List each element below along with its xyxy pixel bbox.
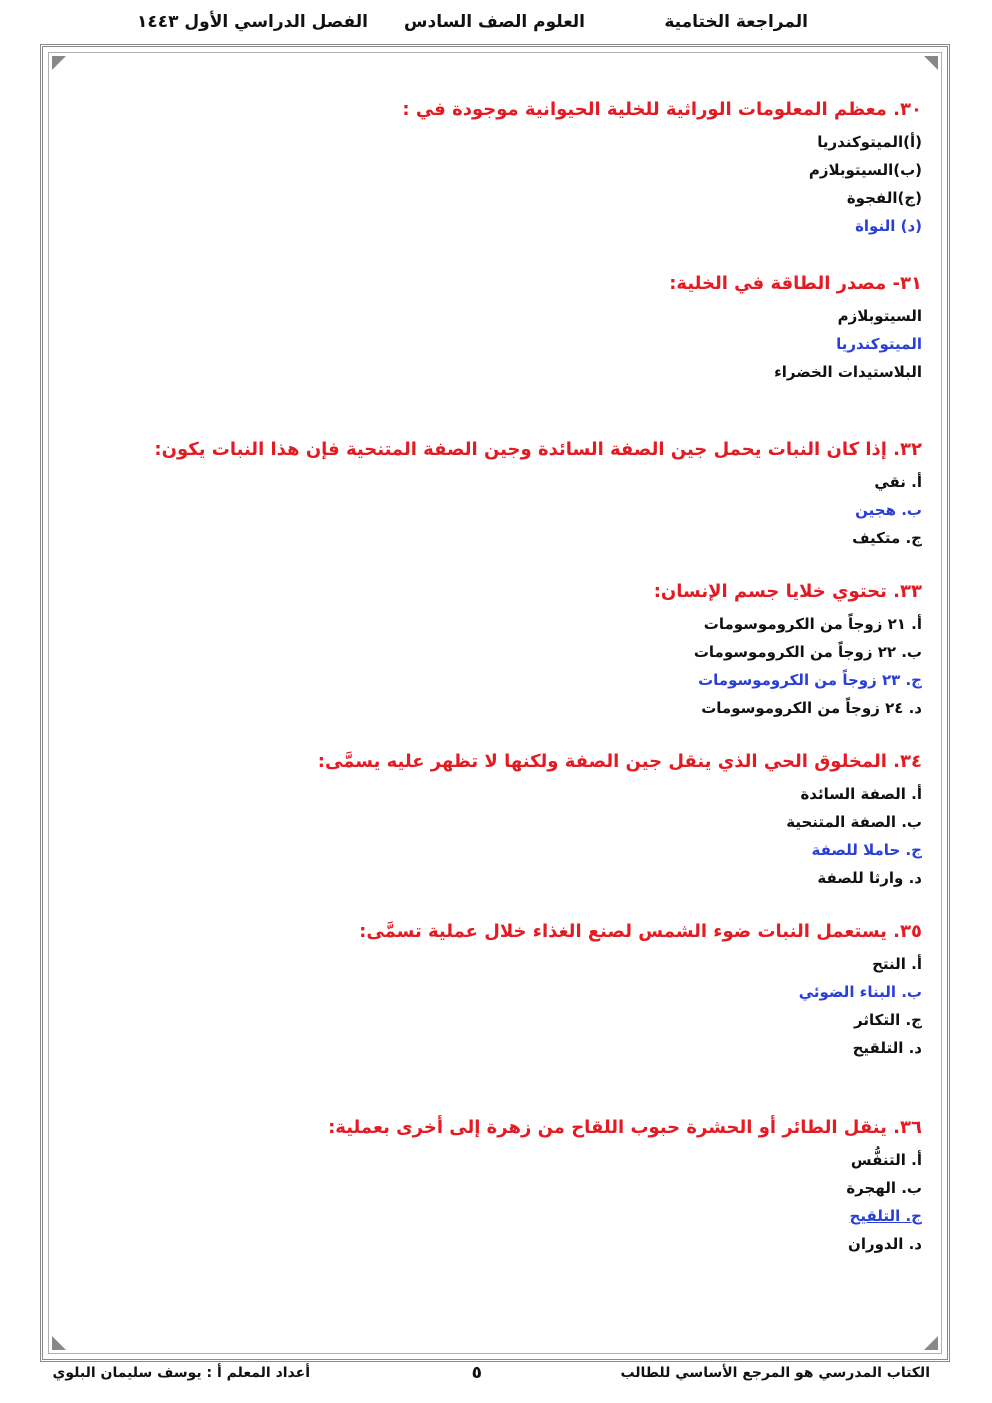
question-35 [70, 918, 922, 1062]
question-31 [70, 270, 922, 386]
option: أ. نقي [874, 473, 922, 491]
questions-list [70, 96, 922, 1258]
question-title: ٣٢. إذا كان النبات يحمل جين الصفة السائدة وجين الصفة المتنحية فإن هذا النبات يكون: [154, 439, 922, 460]
corner-ornament-bottom-right [924, 1336, 938, 1350]
option: (ب)السيتوبلازم [808, 161, 922, 179]
footer-author: أعداد المعلم أ : يوسف سليمان البلوي [52, 1365, 310, 1381]
option: السيتوبلازم [837, 307, 922, 325]
corner-ornament-top-right [924, 56, 938, 70]
option: د. الدوران [848, 1235, 922, 1253]
question-33 [70, 578, 922, 722]
option: د. التلقيح [852, 1039, 922, 1057]
header-subject: العلوم الصف السادس [404, 12, 585, 32]
option: أ. النتح [872, 955, 922, 973]
page-number: ٥ [471, 1363, 482, 1383]
option: البلاستيدات الخضراء [774, 363, 922, 381]
corner-ornament-bottom-left [52, 1336, 66, 1350]
option: ب. الهجرة [846, 1179, 922, 1197]
option-correct: ج. ٢٣ زوجاً من الكروموسومات [698, 671, 922, 689]
page-header [60, 12, 920, 40]
option: (أ)الميتوكندريا [817, 133, 922, 151]
option: (ج)الفجوة [846, 189, 922, 207]
footer-motto: الكتاب المدرسي هو المرجع الأساسي للطالب [620, 1365, 930, 1381]
header-title: المراجعة الختامية [664, 12, 808, 32]
question-title: ٣٤. المخلوق الحي الذي ينقل جين الصفة ولكنها لا تظهر عليه يسمَّى: [317, 751, 922, 772]
question-title: ٣٦. ينقل الطائر أو الحشرة حبوب اللقاح من زهرة إلى أخرى بعملية: [328, 1117, 922, 1138]
question-title: ٣٠. معظم المعلومات الوراثية للخلية الحيوانية موجودة في : [402, 99, 922, 120]
question-32 [70, 436, 922, 552]
option-correct: الميتوكندريا [836, 335, 922, 353]
question-title: ٣١- مصدر الطاقة في الخلية: [669, 273, 922, 294]
option: ب. الصفة المتنحية [786, 813, 922, 831]
question-30 [70, 96, 922, 240]
option: د. وارثا للصفة [817, 869, 922, 887]
option-correct: ج. حاملا للصفة [811, 841, 922, 859]
option: أ. الصفة السائدة [800, 785, 922, 803]
option: ج. التكاثر [854, 1011, 922, 1029]
option-correct [70, 1202, 922, 1230]
corner-ornament-top-left [52, 56, 66, 70]
page-footer [52, 1363, 930, 1391]
question-34 [70, 748, 922, 892]
option-correct: (د) النواة [855, 217, 922, 235]
header-term: الفصل الدراسي الأول ١٤٤٣ [136, 12, 368, 32]
option: ب. ٢٢ زوجاً من الكروموسومات [693, 643, 922, 661]
option: أ. ٢١ زوجاً من الكروموسومات [703, 615, 922, 633]
option: د. ٢٤ زوجاً من الكروموسومات [701, 699, 922, 717]
option-correct-text: ج. التلقيح [849, 1207, 922, 1225]
option-correct: ب. البناء الضوئي [798, 983, 922, 1001]
question-36 [70, 1114, 922, 1258]
option: ج. متكيف [852, 529, 922, 547]
option: أ. التنفُّس [850, 1151, 922, 1169]
option-correct: ب. هجين [855, 501, 922, 519]
question-title: ٣٥. يستعمل النبات ضوء الشمس لصنع الغذاء خلال عملية تسمَّى: [359, 921, 922, 942]
question-title: ٣٣. تحتوي خلايا جسم الإنسان: [653, 581, 922, 602]
